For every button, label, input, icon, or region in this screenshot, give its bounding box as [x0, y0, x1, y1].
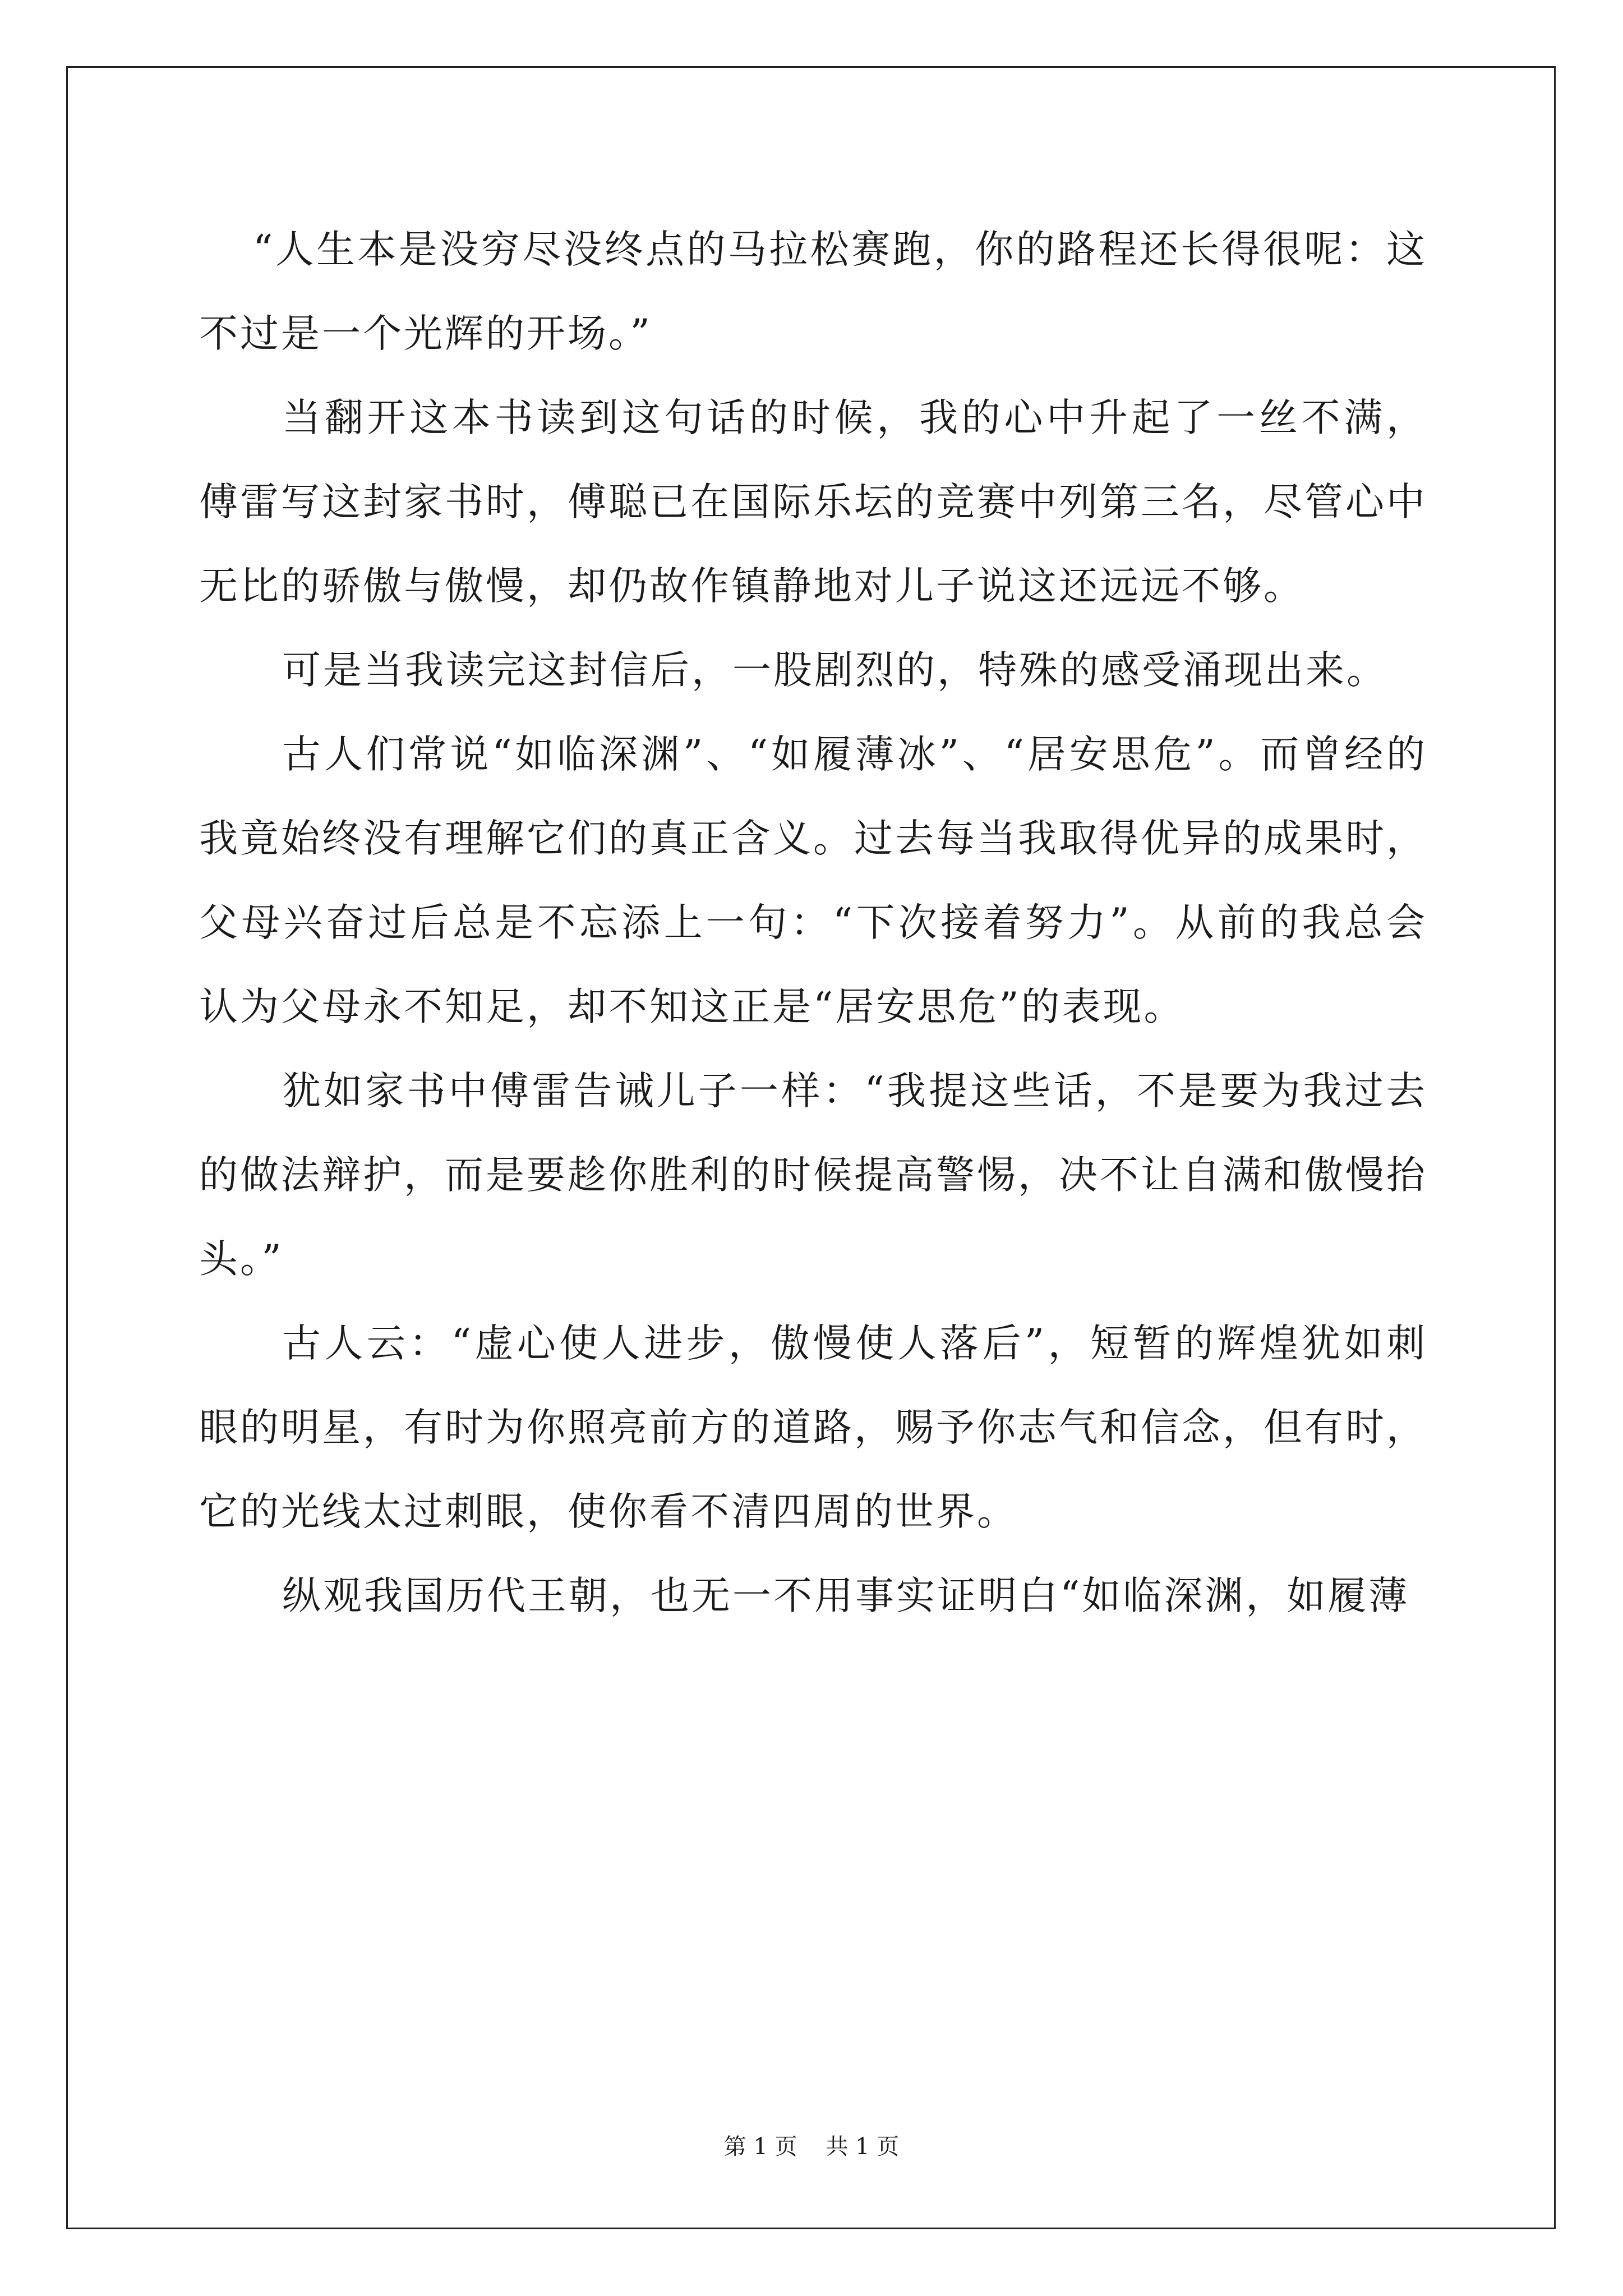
page-total: 共 1 页	[826, 2134, 900, 2160]
paragraph-1: “人生本是没穷尽没终点的马拉松赛跑，你的路程还长得很呢：这不过是一个光辉的开场。”	[199, 227, 1427, 356]
footer-separator	[797, 2134, 826, 2160]
paragraph-4: 古人们常说“如临深渊”、“如履薄冰”、“居安思危”。而曾经的我竟始终没有理解它们的真正含义。过去每当我取得优异的成果时，父母兴奋过后总是不忘添上一句：“下次接着努力”。从前的我总会认为父母永不知足，却不知这正是“居安思危”的表现。	[199, 732, 1427, 1029]
paragraph-3: 可是当我读完这封信后，一股剧烈的，特殊的感受涌现出来。	[282, 648, 1387, 693]
paragraph-5: 犹如家书中傅雷告诫儿子一样：“我提这些话，不是要为我过去的做法辩护，而是要趁你胜利的时候提高警惕，决不让自满和傲慢抬头。”	[199, 1069, 1427, 1282]
paragraph-7: 纵观我国历代王朝，也无一不用事实证明白“如临深渊，如履薄	[282, 1573, 1410, 1618]
paragraph-2: 当翻开这本书读到这句话的时候，我的心中升起了一丝不满，傅雷写这封家书时，傅聪已在国际乐坛的竞赛中列第三名，尽管心中无比的骄傲与傲慢，却仍故作镇静地对儿子说这还远远不够。	[199, 395, 1427, 609]
page-number: 第 1 页	[723, 2134, 797, 2160]
paragraph-6: 古人云：“虚心使人进步，傲慢使人落后”，短暂的辉煌犹如刺眼的明星，有时为你照亮前方的道路，赐予你志气和信念，但有时，它的光线太过刺眼，使你看不清四周的世界。	[199, 1321, 1427, 1534]
page-footer	[0, 2129, 1623, 2161]
document-body	[199, 208, 1427, 1638]
